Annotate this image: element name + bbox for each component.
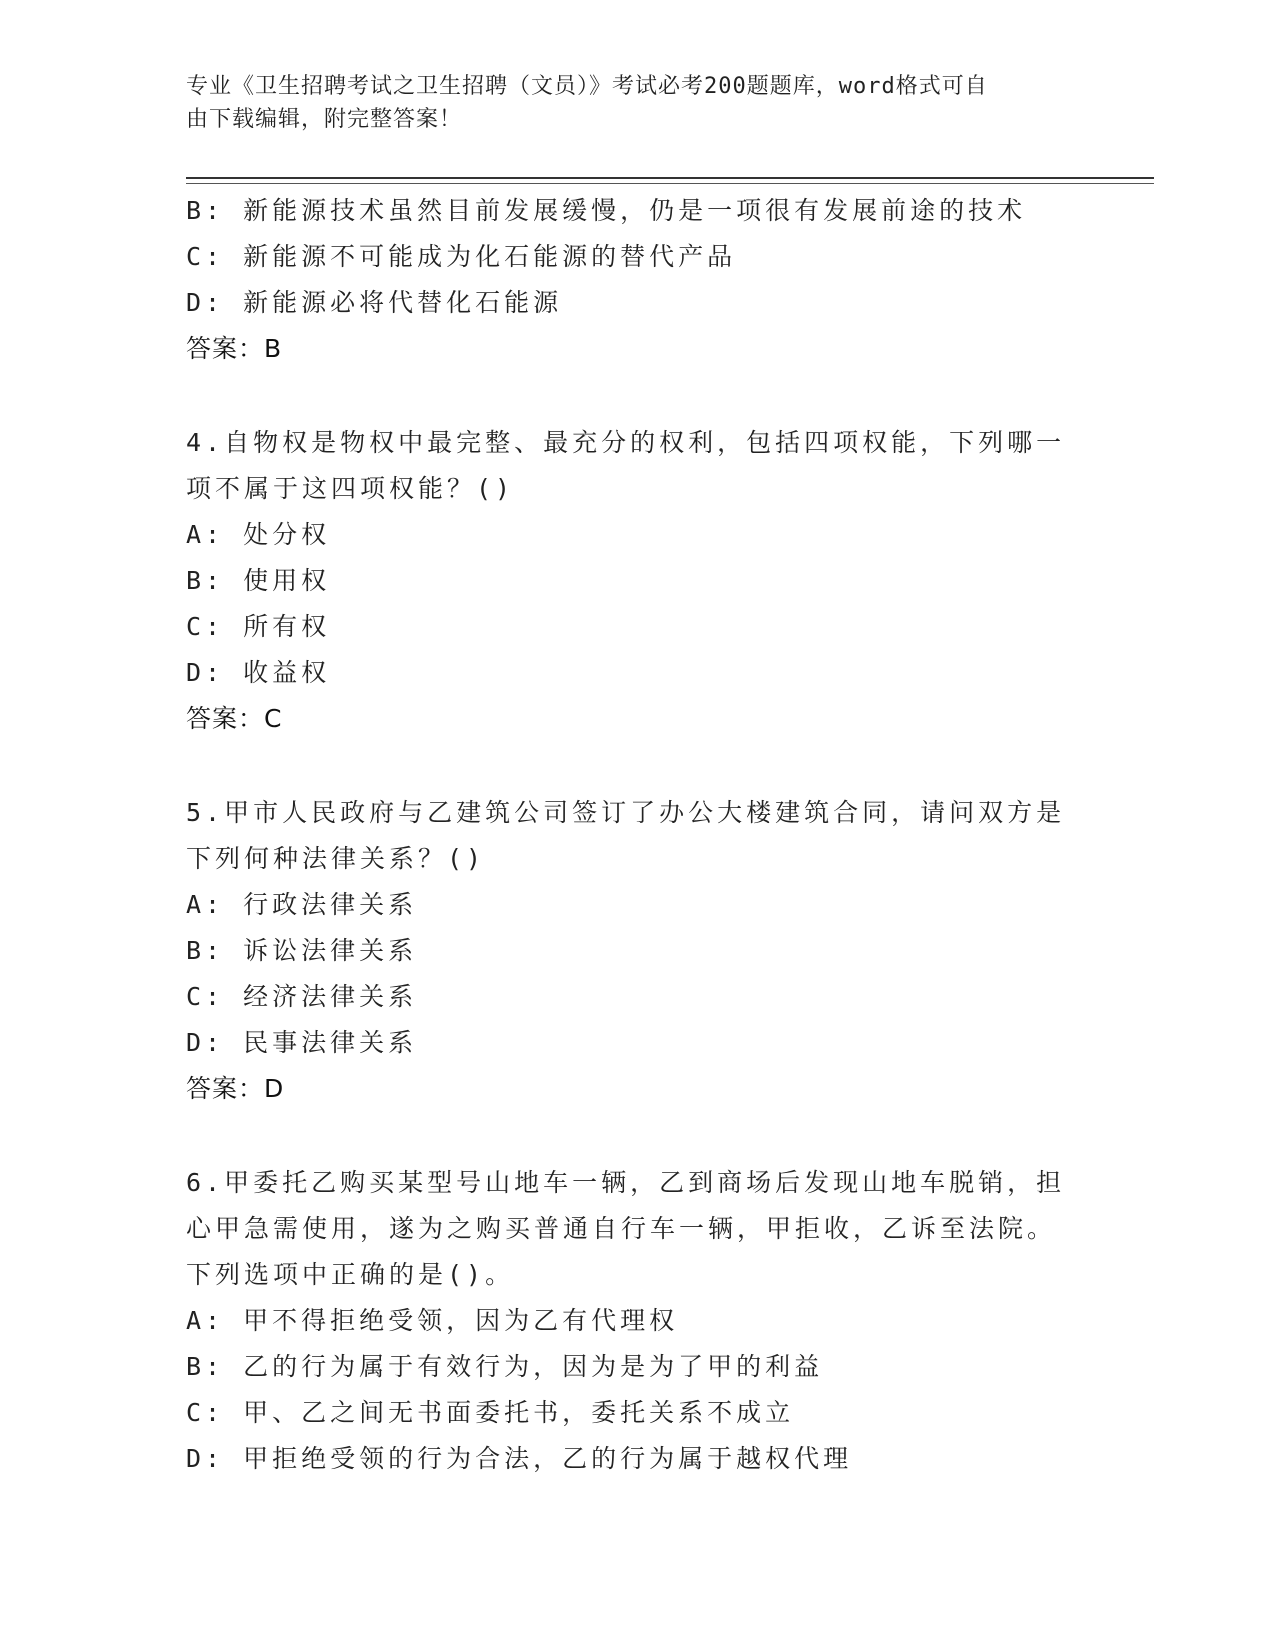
question-line: 5.甲市人民政府与乙建筑公司签订了办公大楼建筑合同，请问双方是	[186, 798, 1066, 827]
question-line: 下列何种法律关系？()	[186, 844, 486, 873]
option-d: D: 民事法律关系	[186, 1028, 418, 1057]
question-text	[186, 1160, 1086, 1298]
spacer	[186, 372, 1086, 420]
option-c: C: 所有权	[186, 612, 331, 641]
option-d: D: 新能源必将代替化石能源	[186, 288, 563, 317]
answer-line: 答案：C	[186, 704, 283, 733]
question-text	[186, 420, 1086, 512]
question-block-5	[186, 790, 1086, 1112]
answer-line: 答案：D	[186, 1074, 285, 1103]
question-text	[186, 790, 1086, 882]
option-b: B: 诉讼法律关系	[186, 936, 418, 965]
question-line: 6.甲委托乙购买某型号山地车一辆，乙到商场后发现山地车脱销，担	[186, 1168, 1066, 1197]
question-line: 4.自物权是物权中最完整、最充分的权利，包括四项权能，下列哪一	[186, 428, 1066, 457]
question-list	[186, 188, 1086, 1482]
option-c: C: 甲、乙之间无书面委托书，委托关系不成立	[186, 1398, 795, 1427]
question-block-continued	[186, 188, 1086, 372]
option-b: B: 新能源技术虽然目前发展缓慢，仍是一项很有发展前途的技术	[186, 196, 1027, 225]
question-line: 心甲急需使用，遂为之购买普通自行车一辆，甲拒收，乙诉至法院。	[186, 1214, 1057, 1243]
question-line: 下列选项中正确的是()。	[186, 1260, 515, 1289]
question-block-4	[186, 420, 1086, 742]
option-a: A: 行政法律关系	[186, 890, 418, 919]
header-line-2: 由下载编辑，附完整答案！	[186, 107, 463, 132]
spacer	[186, 742, 1086, 790]
option-a: A: 处分权	[186, 520, 331, 549]
option-d: D: 甲拒绝受领的行为合法，乙的行为属于越权代理	[186, 1444, 853, 1473]
spacer	[186, 1112, 1086, 1160]
document-header	[186, 70, 1066, 136]
option-c: C: 经济法律关系	[186, 982, 418, 1011]
header-divider-thick	[186, 177, 1154, 179]
answer-line: 答案：B	[186, 334, 283, 363]
option-b: B: 使用权	[186, 566, 331, 595]
question-line: 项不属于这四项权能？()	[186, 474, 515, 503]
header-divider-thin	[186, 183, 1154, 184]
option-c: C: 新能源不可能成为化石能源的替代产品	[186, 242, 737, 271]
option-b: B: 乙的行为属于有效行为，因为是为了甲的利益	[186, 1352, 824, 1381]
header-line-1: 专业《卫生招聘考试之卫生招聘（文员）》考试必考200题题库，word格式可自	[186, 74, 988, 99]
question-block-6	[186, 1160, 1086, 1482]
option-a: A: 甲不得拒绝受领，因为乙有代理权	[186, 1306, 679, 1335]
option-d: D: 收益权	[186, 658, 331, 687]
